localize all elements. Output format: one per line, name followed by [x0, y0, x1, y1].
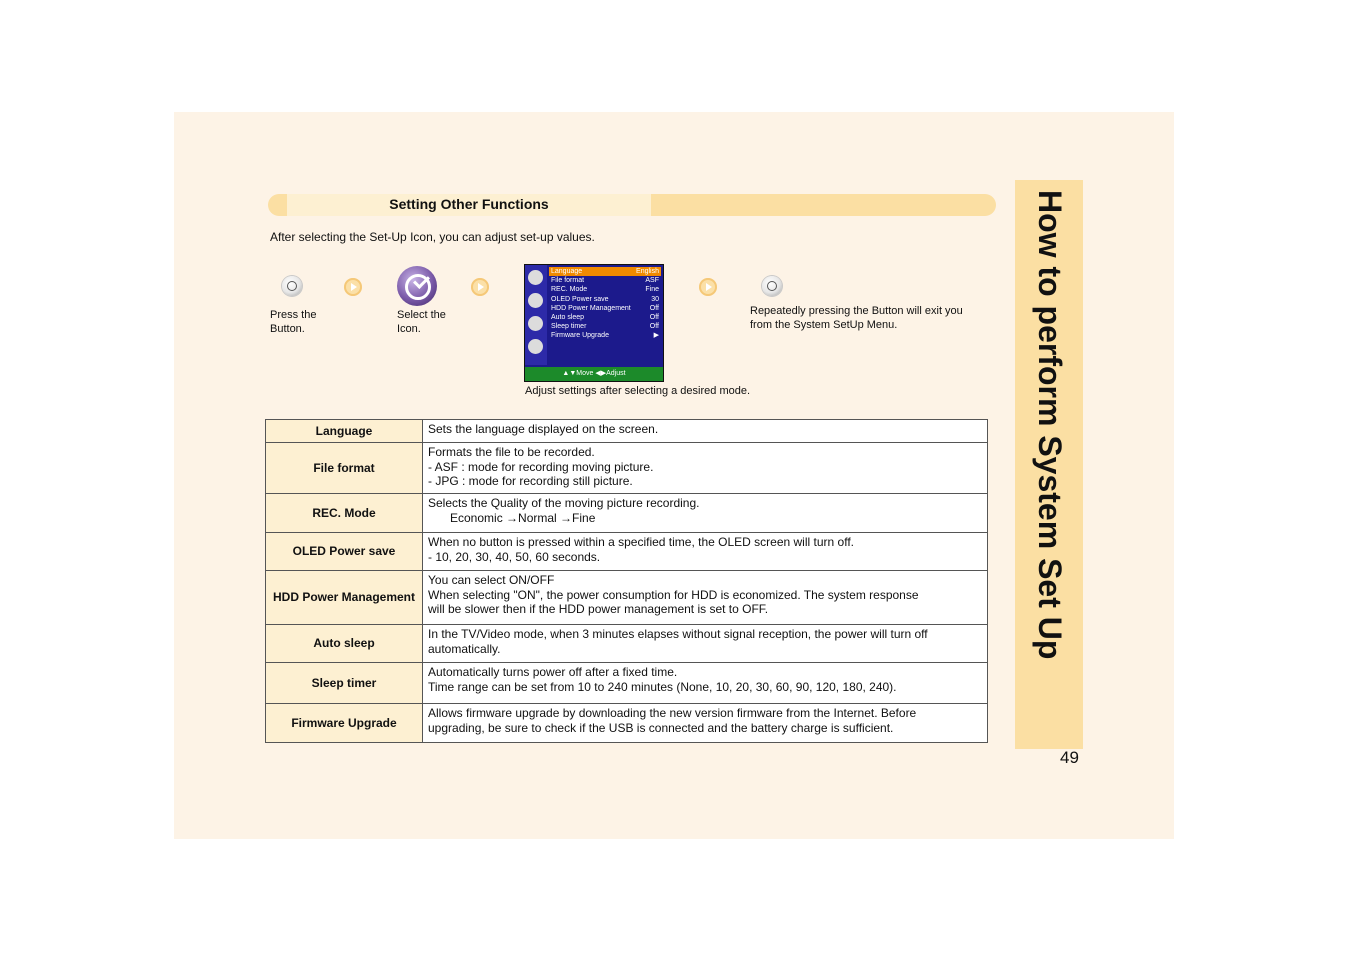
screen-menu-item [549, 304, 661, 313]
setup-menu-icon [397, 266, 437, 306]
screen-menu-item [549, 285, 661, 294]
setting-label: REC. Mode [266, 494, 423, 533]
settings-row [266, 443, 988, 494]
settings-row [266, 533, 988, 571]
settings-row [266, 494, 988, 533]
setting-label: Language [266, 420, 423, 443]
setting-label: File format [266, 443, 423, 494]
setup-button-icon [762, 276, 782, 296]
video-icon [528, 316, 543, 331]
setting-description-line: You can select ON/OFF [428, 573, 555, 587]
screen-icon-column [525, 265, 547, 365]
screen-menu-item [549, 295, 661, 304]
tv-icon [528, 270, 543, 285]
next-arrow-icon [471, 278, 489, 296]
step-press-caption: Press the Button. [270, 309, 317, 335]
screen-menu-item-label: REC. Mode [551, 286, 588, 294]
setting-label: Auto sleep [266, 625, 423, 663]
setting-label: HDD Power Management [266, 571, 423, 625]
screen-menu-item-value: 30 [651, 295, 659, 303]
setting-label: Sleep timer [266, 663, 423, 704]
setting-description-line: Time range can be set from 10 to 240 minutes (None, 10, 20, 30, 60, 90, 120, 180, 240). [428, 679, 897, 694]
screen-footer: ▲▼Move ◀▶Adjust [525, 367, 663, 381]
setting-description [423, 420, 988, 443]
setting-description-line: When no button is pressed within a specified time, the OLED screen will turn off. [428, 535, 854, 549]
screen-menu-item-label: File format [551, 277, 585, 285]
setup-button-icon [282, 276, 302, 296]
screen-menu-item [549, 276, 661, 285]
setting-description [423, 571, 988, 625]
screen-menu-item-value: Fine [645, 286, 659, 294]
setting-description-line: - JPG : mode for recording still picture. [428, 474, 633, 488]
setting-label: Firmware Upgrade [266, 704, 423, 743]
setting-description-line: When selecting "ON", the power consumption for HDD is economized. The system response [428, 587, 919, 602]
screen-menu-item [549, 267, 661, 276]
screen-menu-list [549, 267, 661, 341]
side-title: How to perform System Set Up [1032, 190, 1068, 660]
settings-row [266, 420, 988, 443]
screen-menu-item-label: Firmware Upgrade [551, 332, 609, 340]
setup-icon [528, 339, 543, 354]
screen-menu-item-value: ▶ [653, 332, 659, 340]
step-select-caption: Select the Icon. [397, 309, 446, 335]
settings-row [266, 704, 988, 743]
setting-description [423, 533, 988, 571]
screen-menu-item [549, 313, 661, 322]
setting-description-line: will be slower then if the HDD power management is set to OFF. [428, 602, 769, 616]
settings-row [266, 571, 988, 625]
setting-description [423, 663, 988, 704]
setting-description-line: In the TV/Video mode, when 3 minutes elapses without signal reception, the power will turn off [428, 627, 928, 641]
setting-description-line: Automatically turns power off after a fixed time. [428, 665, 678, 679]
next-arrow-icon [344, 278, 362, 296]
setting-description [423, 704, 988, 743]
setting-description-line: Allows firmware upgrade by downloading the new version firmware from the Internet. Before [428, 706, 917, 720]
setting-description-line: Formats the file to be recorded. [428, 445, 595, 459]
screen-menu-item [549, 322, 661, 331]
settings-row [266, 663, 988, 704]
setting-description-line: - 10, 20, 30, 40, 50, 60 seconds. [428, 549, 601, 564]
setting-description-line: - ASF : mode for recording moving picture. [428, 459, 654, 474]
page-number: 49 [1060, 748, 1079, 767]
screen-menu-item-label: Language [551, 268, 583, 275]
setting-description-line: Sets the language displayed on the screen. [428, 422, 659, 436]
intro-text: After selecting the Set-Up Icon, you can adjust set-up values. [270, 230, 595, 244]
screen-caption: Adjust settings after selecting a desired mode. [525, 385, 751, 397]
next-arrow-icon [699, 278, 717, 296]
setting-description-line: Selects the Quality of the moving picture recording. [428, 496, 700, 510]
screen-menu-item-label: OLED Power save [551, 295, 609, 303]
screen-menu-item-value: English [636, 268, 659, 275]
screen-menu-item-value: Off [649, 304, 659, 312]
screen-menu-item [549, 331, 661, 340]
screen-menu-item-value: ASF [645, 277, 659, 285]
section-title: Setting Other Functions [389, 196, 549, 212]
setting-description-line: upgrading, be sure to check if the USB is connected and the battery charge is sufficient. [428, 720, 894, 735]
setup-menu-screen [524, 264, 664, 382]
screen-menu-item-label: Sleep timer [551, 323, 587, 331]
settings-row [266, 625, 988, 663]
settings-table [265, 419, 988, 743]
setting-description [423, 443, 988, 494]
setting-description-line: automatically. [428, 641, 501, 656]
screen-menu-item-value: Off [649, 323, 659, 331]
screen-menu-item-value: Off [649, 313, 659, 321]
setting-label: OLED Power save [266, 533, 423, 571]
setting-description-line: Economic →Normal →Fine [450, 510, 596, 525]
step-exit-caption: Repeatedly pressing the Button will exit you from the System SetUp Menu. [750, 305, 963, 331]
gear-icon [528, 293, 543, 308]
screen-menu-item-label: HDD Power Management [551, 304, 631, 312]
screen-menu-item-label: Auto sleep [551, 313, 585, 321]
setting-description [423, 625, 988, 663]
setting-description [423, 494, 988, 533]
